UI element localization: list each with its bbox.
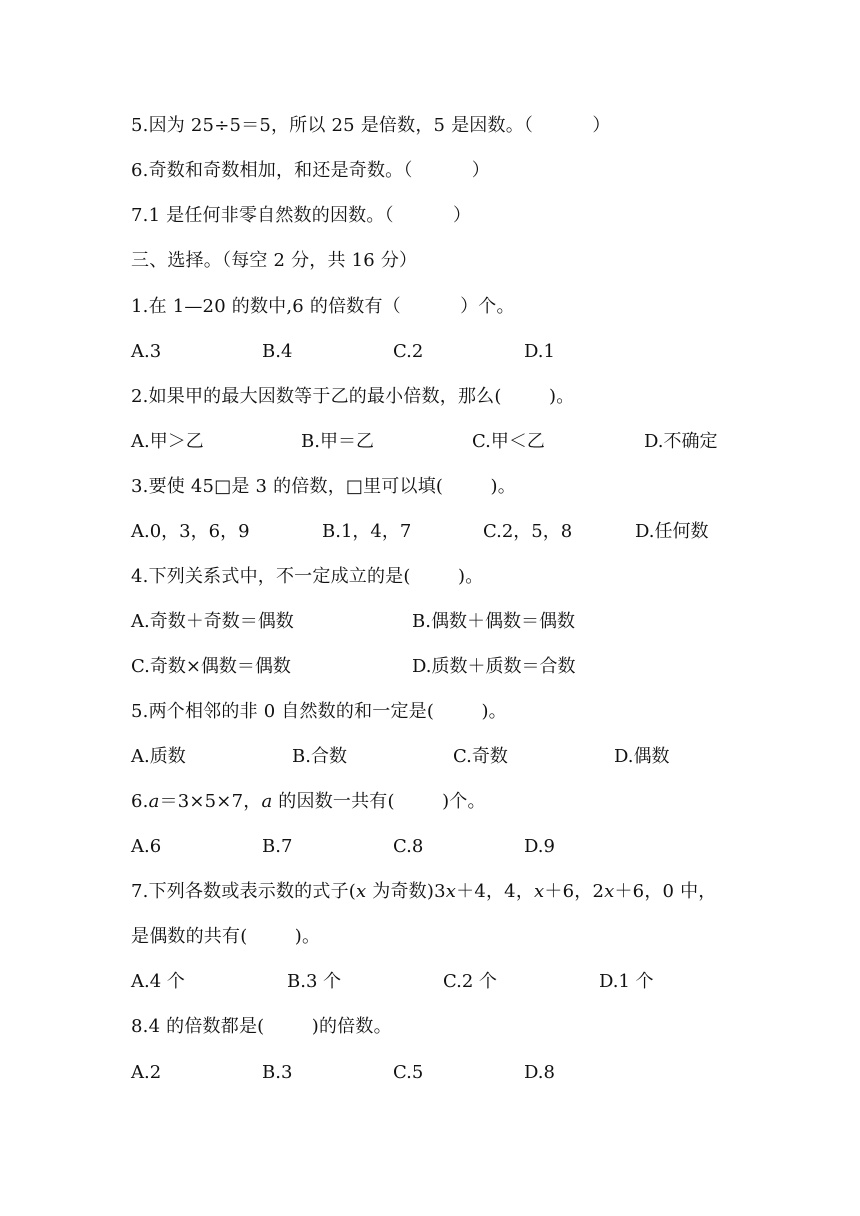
q6-option-a: A.6	[131, 836, 162, 857]
q6-stem-end: 的因数一共有( )个。	[272, 791, 486, 812]
q6-var-a: a	[148, 791, 160, 812]
q6-option-c: C.8	[393, 836, 424, 857]
question-6-stem	[131, 790, 486, 814]
section-title: 三、选择。（每空 2 分，共 16 分）	[131, 250, 418, 271]
question-7-stem	[131, 880, 717, 904]
q3-option-b: B.1，4，7	[322, 521, 412, 542]
q2-option-c: C.甲＜乙	[472, 431, 545, 452]
q3-option-a: A.0，3，6，9	[131, 521, 250, 542]
q4-option-d: D.质数＋质数＝合数	[412, 656, 576, 677]
q7-part-5: ＋6，0 中，	[614, 881, 717, 902]
q2-option-d: D.不确定	[644, 431, 718, 452]
q1-option-b: B.4	[262, 341, 293, 362]
q8-option-b: B.3	[262, 1062, 293, 1083]
q5-option-b: B.合数	[292, 746, 347, 767]
judgment-item-6: 6.奇数和奇数相加，和还是奇数。（ ）	[131, 160, 490, 181]
q6-expression: ＝3×5×7，	[159, 791, 262, 812]
judgment-item-5: 5.因为 25÷5＝5，所以 25 是倍数，5 是因数。（ ）	[131, 115, 611, 136]
q7-part-3: ＋4，4，	[456, 881, 535, 902]
q5-option-c: C.奇数	[453, 746, 508, 767]
q6-var-a-2: a	[261, 791, 273, 812]
q8-option-a: A.2	[131, 1062, 162, 1083]
q8-option-d: D.8	[524, 1062, 555, 1083]
q2-option-a: A.甲＞乙	[131, 431, 204, 452]
question-7-stem-line-2: 是偶数的共有( )。	[131, 926, 321, 947]
q7-option-a: A.4 个	[131, 971, 185, 992]
q5-option-d: D.偶数	[614, 746, 670, 767]
q3-option-c: C.2，5，8	[483, 521, 573, 542]
q7-var-x-3: x	[534, 881, 545, 902]
q6-option-b: B.7	[262, 836, 293, 857]
q7-option-b: B.3 个	[287, 971, 342, 992]
question-4-stem: 4.下列关系式中，不一定成立的是( )。	[131, 566, 484, 587]
question-1-stem: 1.在 1—20 的数中,6 的倍数有（ ）个。	[131, 296, 515, 317]
q6-option-d: D.9	[524, 836, 555, 857]
q1-option-c: C.2	[393, 341, 424, 362]
judgment-item-7: 7.1 是任何非零自然数的因数。（ ）	[131, 205, 472, 226]
q8-option-c: C.5	[393, 1062, 424, 1083]
q7-var-x-2: x	[445, 881, 457, 902]
q7-option-d: D.1 个	[599, 971, 654, 992]
q7-part-4: ＋6，2	[544, 881, 605, 902]
q7-part-1: 7.下列各数或表示数的式子(	[131, 881, 356, 902]
q3-option-d: D.任何数	[635, 521, 709, 542]
q7-var-x-1: x	[356, 881, 367, 902]
q4-option-b: B.偶数＋偶数＝偶数	[412, 611, 575, 632]
q7-option-c: C.2 个	[443, 971, 498, 992]
q1-option-d: D.1	[524, 341, 555, 362]
q6-prefix: 6.	[131, 791, 149, 812]
q2-option-b: B.甲＝乙	[301, 431, 374, 452]
q7-var-x-4: x	[604, 881, 615, 902]
q4-option-a: A.奇数＋奇数＝偶数	[131, 611, 294, 632]
q7-part-2: 为奇数)3	[366, 881, 446, 902]
q1-option-a: A.3	[131, 341, 162, 362]
question-3-stem: 3.要使 45□是 3 的倍数，□里可以填( )。	[131, 476, 516, 497]
question-2-stem: 2.如果甲的最大因数等于乙的最小倍数，那么( )。	[131, 386, 575, 407]
question-8-stem: 8.4 的倍数都是( )的倍数。	[131, 1016, 392, 1037]
question-5-stem: 5.两个相邻的非 0 自然数的和一定是( )。	[131, 701, 507, 722]
q4-option-c: C.奇数×偶数＝偶数	[131, 656, 291, 677]
q5-option-a: A.质数	[131, 746, 186, 767]
